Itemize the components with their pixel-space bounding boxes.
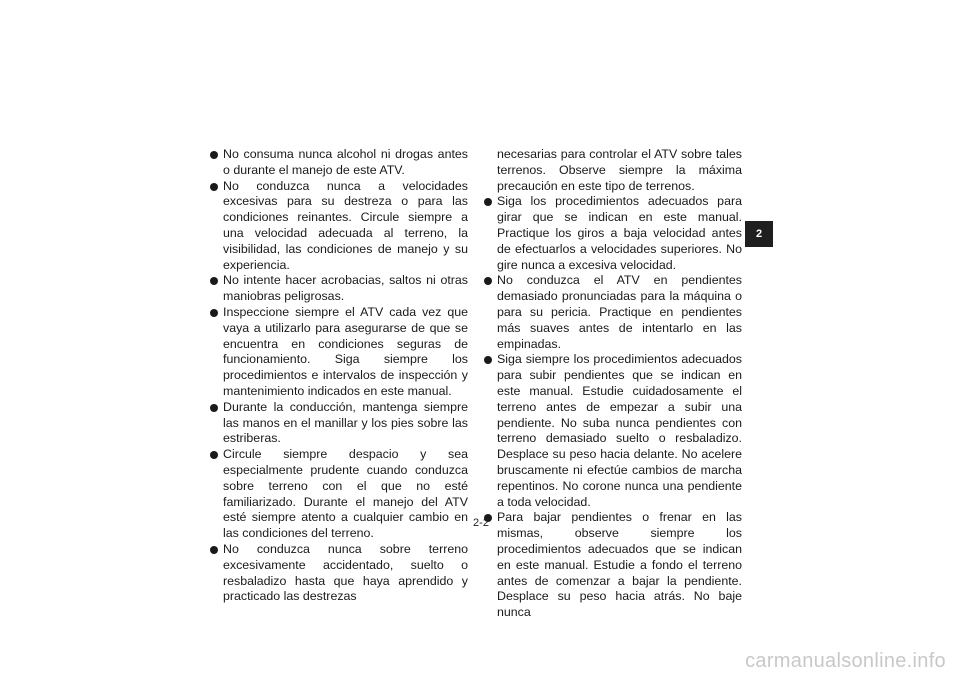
bullet-text: No conduzca el ATV en pendientes demasiado pronunciadas para la máquina o para su pericia. Practique en pendientes más suaves antes de intentarlo en las empinadas. [497,273,742,351]
bullet-icon [484,277,492,285]
bullet-text: Circule siempre despacio y sea especialmente prudente cuando conduzca sobre terreno con el que no esté familiarizado. Durante el manejo del ATV esté siempre atento a cualquier cambio en las condiciones del terreno. [223,447,468,541]
bullet-icon [210,546,218,554]
bullet-item [210,447,468,542]
bullet-icon [484,198,492,206]
bullet-text: No intente hacer acrobacias, saltos ni otras maniobras peligrosas. [223,273,468,304]
bullet-icon [210,151,218,159]
bullet-item [484,510,742,621]
bullet-item [484,273,742,352]
bullet-text: No conduzca nunca sobre terreno excesivamente accidentado, suelto o resbaladizo hasta que haya aprendido y practicado las destrezas [223,541,468,604]
bullet-text: No consuma nunca alcohol ni drogas antes o durante el manejo de este ATV. [223,147,468,177]
bullet-text: Siga siempre los procedimientos adecuados para subir pendientes que se indican en este manual. Estudie cuidadosamente el terreno antes de empezar a subir una pendiente. No suba nunca pendientes con terreno demasiado suelto o resbaladizo. Desplace su peso hacia delante. No acelere bruscamente ni efectúe cambios de marcha repentinos. No corone nunca una pendiente a toda velocidad. [497,352,742,509]
bullet-item [484,194,742,273]
bullet-icon [210,404,218,412]
bullet-icon [210,277,218,285]
bullet-item [210,147,468,179]
left-column [210,147,468,605]
bullet-text: Inspeccione siempre el ATV cada vez que vaya a utilizarlo para asegurarse de que se encuentra en condiciones seguras de funcionamiento. Siga siempre los procedimientos e intervalos de inspección y mantenimiento indicados en este manual. [223,304,468,398]
bullet-icon [210,183,218,191]
bullet-icon [210,309,218,317]
bullet-text: Para bajar pendientes o frenar en las mismas, observe siempre los procedimientos adecuados que se indican en este manual. Estudie a fondo el terreno antes de comenzar a bajar la pendiente. Desplace su peso hacia atrás. No baje nunca [497,510,742,620]
watermark: carmanualsonline.info [745,650,946,672]
bullet-text: Siga los procedimientos adecuados para girar que se indican en este manual. Practique los giros a baja velocidad antes de efectuarlos a velocidades superiores. No gire nunca a excesiva velocidad. [497,194,742,272]
right-column [484,147,742,621]
bullet-item [484,352,742,510]
bullet-icon [210,451,218,459]
bullet-text: No conduzca nunca a velocidades excesivas para su destreza o para las condiciones reinantes. Circule siempre a una velocidad adecuada al terreno, la visibilidad, las condiciones de manejo y su experiencia. [223,178,468,272]
bullet-item [210,305,468,400]
bullet-icon [484,356,492,364]
continued-paragraph: necesarias para controlar el ATV sobre tales terrenos. Observe siempre la máxima precaución en este tipo de terrenos. [497,147,742,193]
bullet-item [210,400,468,447]
bullet-item [210,542,468,605]
page-number: 2-2 [473,517,489,529]
bullet-item [210,273,468,305]
bullet-text: Durante la conducción, mantenga siempre las manos en el manillar y los pies sobre las estriberas. [223,399,468,446]
bullet-item [210,179,468,274]
chapter-tab: 2 [745,221,773,247]
